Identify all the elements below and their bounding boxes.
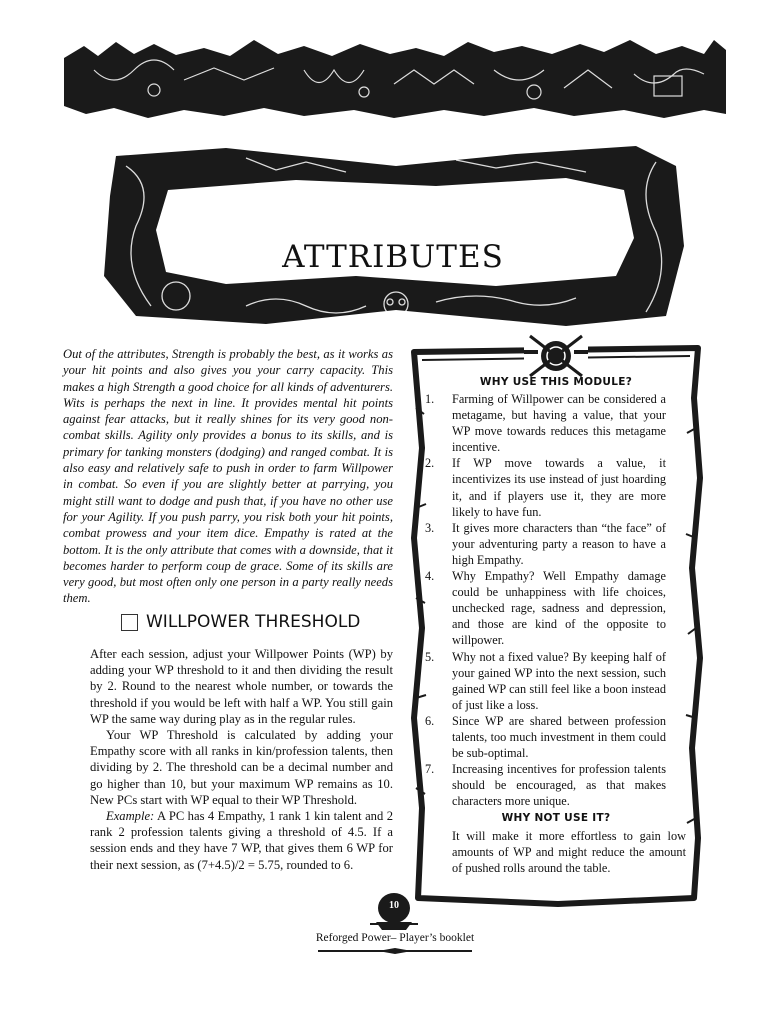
example-label: Example: bbox=[106, 809, 155, 824]
list-text: Increasing incentives for profession talents should be encouraged, as that makes characters more unique. bbox=[452, 762, 666, 809]
list-number: 2. bbox=[425, 456, 435, 471]
list-text: Why not a fixed value? By keeping half of your gained WP into the next session, such gained WP can still feel like a boon instead of just like a loss. bbox=[452, 649, 666, 712]
list-item bbox=[425, 520, 666, 568]
list-item bbox=[425, 713, 666, 761]
list-text: Why Empathy? Well Empathy damage could be unhappiness with life choices, unchecked rage, sadness and depression, and those are kind of the opposite to willpower. bbox=[452, 569, 666, 648]
intro-paragraph: Out of the attributes, Strength is probably the best, as it works as your hit points and also gives you your carry capacity. This makes a high Strength a good choice for all kinds of adventurers. Wits is perhaps the next in line. It provides mental hit points against fear attacks, but it really shines for its very good non-combat skills. Agility only provides a bonus to its skills, and is primary for tanking monsters (dodging) and ranged combat. It is also easy and relatively safe to push in order to farm Willpower in combat. So even if you are slightly better at parrying, you might still want to dodge and push that, if you have no other use for your Agility. If you push parry, you risk both your hit points, combat prowess and your item dice. Empathy is rated at the bottom. It is the only attribute that comes with a downside, that it becomes harder to perform coup de grace. Some of its skills are very good, but most often only one person in a party really needs them. bbox=[63, 347, 393, 606]
footer-divider bbox=[318, 948, 472, 954]
list-number: 3. bbox=[425, 520, 435, 535]
why-not-paragraph: It will make it more effortless to gain low amounts of WP and might reduce the amount of pushed rolls around the table. bbox=[452, 829, 686, 876]
paragraph-1: After each session, adjust your Willpower Points (WP) by adding your WP threshold to it and then dividing the result by 2. Round to the nearest whole number, or towards the threshold if you would be left with half a WP. You still gain WP the same way during play as in the regular rules. bbox=[90, 647, 393, 726]
list-text: Since WP are shared between profession talents, too much investment in them could be sub-optimal. bbox=[452, 713, 666, 761]
list-number: 5. bbox=[425, 649, 435, 664]
skull-icon bbox=[370, 892, 418, 932]
section-heading-text: WILLPOWER THRESHOLD bbox=[146, 612, 361, 632]
list-text: It gives more characters than “the face” of your adventuring party a reason to have a high Empathy. bbox=[452, 520, 666, 567]
page-number: 10 bbox=[389, 900, 399, 911]
list-item bbox=[425, 391, 666, 455]
crossed-swords-shield-icon bbox=[524, 330, 588, 380]
list-number: 1. bbox=[425, 392, 435, 406]
list-item bbox=[425, 649, 666, 713]
reason-list bbox=[425, 391, 666, 809]
list-text: Farming of Willpower can be considered a metagame, but having a value, that your WP move towards reduces this metagame incentive. bbox=[452, 392, 666, 455]
sidebar-heading-2: WHY NOT USE IT? bbox=[501, 812, 611, 824]
header-illustration-band bbox=[64, 40, 726, 120]
list-number: 4. bbox=[425, 569, 435, 584]
example-paragraph bbox=[90, 808, 393, 873]
list-number: 6. bbox=[425, 713, 435, 728]
list-number: 7. bbox=[425, 762, 435, 777]
list-item bbox=[425, 761, 666, 809]
section-heading bbox=[121, 612, 393, 632]
list-text: If WP move towards a value, it incentivizes its use instead of just hoarding it, and if players use it, they are more likely to have fun. bbox=[452, 456, 666, 519]
example-text: A PC has 4 Empathy, 1 rank 1 kin talent and 2 rank 2 profession talents giving a threshold of 4.5. If a session ends and they have 7 WP, that gives them 6 WP for their next session, as (7+4.5)/2 = 5.75, rounded to 6. bbox=[90, 809, 393, 872]
title-frame bbox=[96, 126, 690, 334]
list-item bbox=[425, 455, 666, 519]
willpower-body bbox=[90, 646, 393, 873]
booklet-title: Reforged Power– Player’s booklet bbox=[315, 932, 475, 944]
paragraph-2: Your WP Threshold is calculated by adding your Empathy score with all ranks in kin/profession talents, then dividing by 2. The threshold can be a decimal number and go higher than 10, but your maximum WP remains as 10. New PCs start with WP equal to their WP Threshold. bbox=[90, 728, 393, 807]
sidebar-box bbox=[408, 338, 704, 908]
section-checkbox[interactable] bbox=[121, 614, 138, 631]
page-title: ATTRIBUTES bbox=[282, 238, 504, 275]
list-item bbox=[425, 568, 666, 648]
sidebar-heading: WHY USE THIS MODULE? bbox=[479, 376, 633, 388]
